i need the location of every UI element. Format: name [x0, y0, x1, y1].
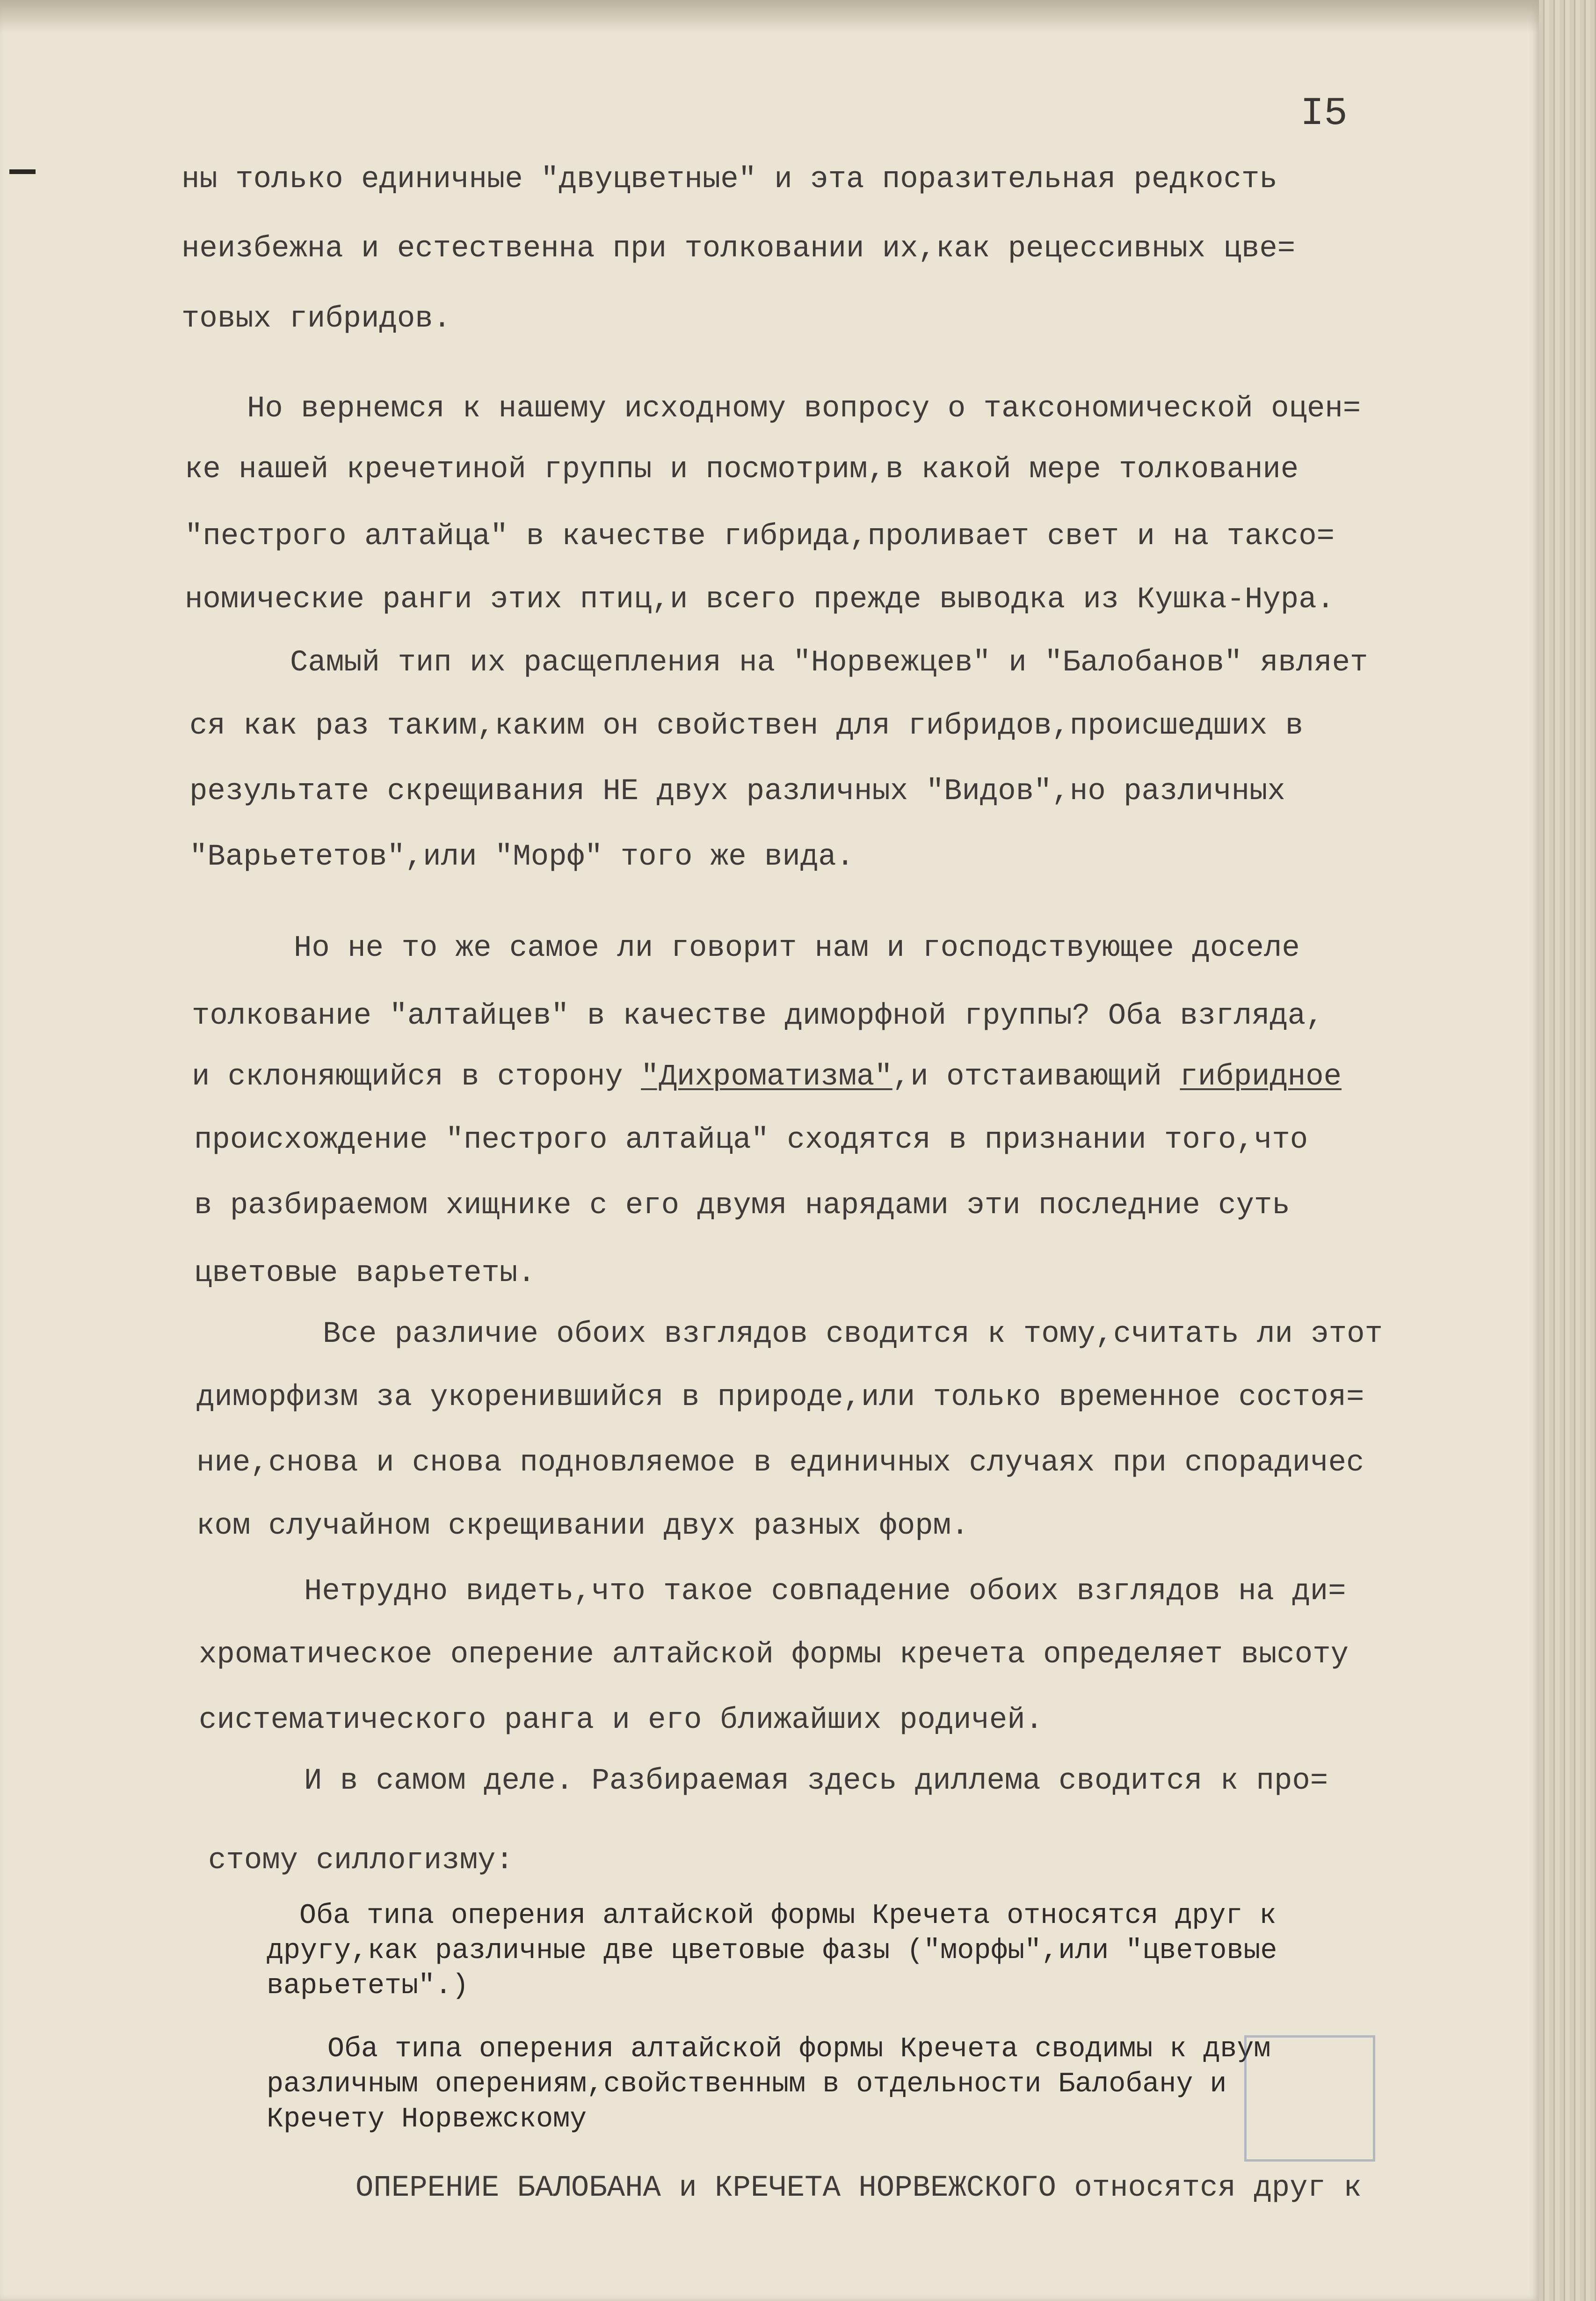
syllogism-line: Кречету Норвежскому	[267, 2104, 587, 2135]
text-line: Нетрудно видеть,что такое совпадение обоих взглядов на ди=	[304, 1575, 1346, 1609]
text-line: Но вернемся к нашему исходному вопросу о таксономической оцен=	[247, 392, 1361, 426]
text-line: ке нашей кречетиной группы и посмотрим,в какой мере толкование	[185, 453, 1299, 487]
archive-stamp	[1244, 2035, 1375, 2162]
underlined-term: "Дихроматизма"	[641, 1060, 892, 1094]
text-line: результате скрещивания НЕ двух различных "Видов",но различных	[189, 775, 1285, 808]
text-line: диморфизм за укоренившийся в природе,или только временное состоя=	[196, 1381, 1364, 1414]
text-line: хроматическое оперение алтайской формы кречета определяет высоту	[199, 1638, 1349, 1672]
text-segment: и склоняющийся в сторону	[192, 1060, 623, 1094]
text-line: происхождение "пестрого алтайца" сходятся в признании того,что	[194, 1123, 1308, 1157]
text-line: номические ранги этих птиц,и всего прежде выводка из Кушка-Нура.	[185, 583, 1335, 617]
text-line: ся как раз таким,каким он свойствен для гибридов,происшедших в	[189, 709, 1304, 743]
text-line: Самый тип их расщепления на "Норвежцев" и "Балобанов" являет	[290, 646, 1368, 680]
text-line: цветовые варьететы.	[194, 1257, 536, 1290]
page-number: I5	[1300, 92, 1348, 136]
text-line: Но не то же самое ли говорит нам и господствующее доселе	[294, 932, 1300, 965]
margin-mark	[9, 169, 36, 174]
text-line: ние,снова и снова подновляемое в единичных случаях при спорадичес	[196, 1446, 1364, 1480]
page-top-shadow	[0, 0, 1539, 33]
syllogism-line: различным оперениям,свойственным в отдельности Балобану и	[267, 2068, 1227, 2100]
text-line: стому силлогизму:	[208, 1844, 514, 1878]
text-line-with-underlines	[192, 1062, 1342, 1092]
page-edge-stack	[1539, 0, 1596, 2301]
text-line: неизбежна и естественна при толковании их,как рецессивных цве=	[181, 232, 1296, 266]
text-line: товых гибридов.	[181, 302, 451, 336]
text-line: ком случайном скрещивании двух разных форм.	[196, 1509, 969, 1543]
text-line: ны только единичные "двуцветные" и эта поразительная редкость	[181, 163, 1277, 197]
text-line: толкование "алтайцев" в качестве диморфной группы? Оба взгляда,	[192, 999, 1324, 1033]
text-line: "пестрого алтайца" в качестве гибрида,проливает свет и на таксо=	[185, 520, 1335, 553]
text-line: Все различие обоих взглядов сводится к тому,считать ли этот	[323, 1318, 1383, 1351]
syllogism-line: другу,как различные две цветовые фазы ("морфы",или "цветовые	[267, 1935, 1277, 1967]
text-line: систематического ранга и его ближайших родичей.	[199, 1704, 1044, 1737]
syllogism-line: варьететы".)	[267, 1970, 469, 2002]
text-line: И в самом деле. Разбираемая здесь диллема сводится к про=	[304, 1764, 1328, 1798]
text-line: ОПЕРЕНИЕ БАЛОБАНА и КРЕЧЕТА НОРВЕЖСКОГО относятся друг к	[355, 2171, 1362, 2205]
text-line: "Варьететов",или "Морф" того же вида.	[189, 840, 855, 874]
text-line: в разбираемом хищнике с его двумя нарядами эти последние суть	[194, 1189, 1290, 1223]
underlined-term: гибридное	[1180, 1060, 1342, 1094]
syllogism-line: Оба типа оперения алтайской формы Кречета относятся друг к	[299, 1900, 1277, 1932]
text-segment: ,и отстаивающий	[892, 1060, 1162, 1094]
syllogism-line: Оба типа оперения алтайской формы Кречета сводимы к двум	[327, 2033, 1271, 2065]
